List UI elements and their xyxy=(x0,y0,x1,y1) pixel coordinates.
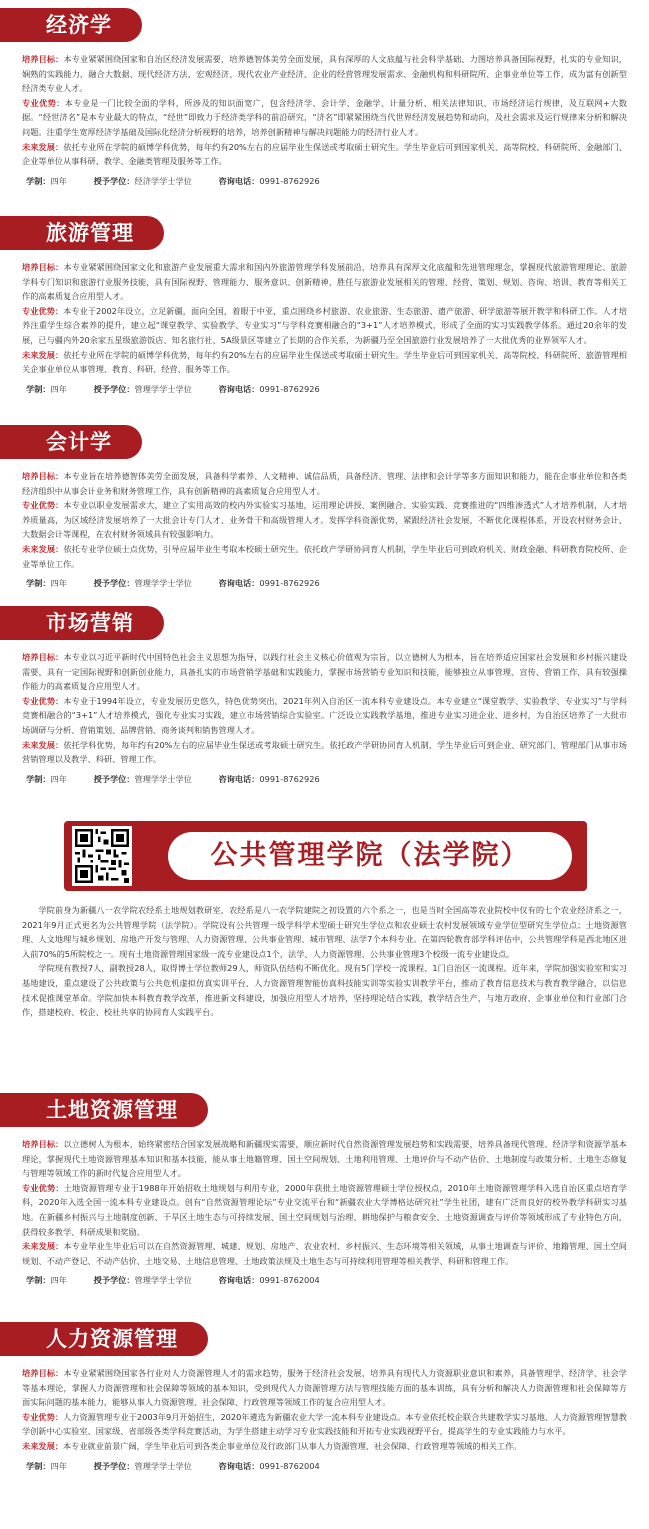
para-label: 专业优势： xyxy=(22,305,64,316)
intro-paragraph: 学院现有教授7人，副教授28人，取得博士学位教师29人，师资队伍结构不断优化。现有5门学校一流课程、1门自治区一流课程。近年来，学院加强实验室和实习基地建设，重点建设了公共政策与公共危机虚拟仿真实训平台、人力资源管理智能仿真科技能实训等实验实训教学平台，推动了教育信息技术与教育教学融合，以信息技术促推课堂革命。学院加快本科教育教学改革，推进新文科建设，加强应用型人才培养，坚持理论结合实践，教学结合生产，与地方政府、企事业单位和行业部门合作，搭建校府、校企、校社共享的协同育人实践平台。 xyxy=(22,963,627,1018)
duration-item: 学制：四年 xyxy=(26,578,67,589)
para-text: 本专业于1994年设立，专业发展历史悠久，特色优势突出，2021年列入自治区一流本科专业建设点。本专业建立“课堂教学、实验教学、专业实习”与学科竞赛相融合的“3+1”人才培养模式，强化专业实习实践，建立市场营销综合实验室。广泛设立实践教学基地，推进专业实习进企业、进乡村，为自治区培养了一大批市场调研与分析、营销策划、品牌营销、商务谈判和销售管理人才。 xyxy=(22,695,627,735)
para-label: 专业优势： xyxy=(22,695,64,706)
major-section-tourism xyxy=(0,216,649,396)
major-content xyxy=(0,469,649,571)
major-paragraph xyxy=(22,498,627,542)
major-paragraph xyxy=(22,542,627,571)
major-meta xyxy=(0,576,649,590)
para-text: 依托学科优势，每年约有20%左右的应届毕业生保送或考取硕士研究生。依托政产学研协同育人机制，学生毕业后可到企业、研究部门、管理部门从事市场营销管理以及教学、科研、管理工作。 xyxy=(22,739,627,765)
degree-item: 授予学位：管理学学士学位 xyxy=(93,383,192,394)
duration-item: 学制：四年 xyxy=(26,175,67,186)
para-label: 未来发展： xyxy=(22,543,64,554)
para-text: 本专业紧紧围绕国家和自治区经济发展需要，培养德智体美劳全面发展，具有深厚的人文底蕴与社会科学基础、力图培养具备国际视野，扎实的专业知识，娴熟的实践能力，融合大数据、现代经济方法，宏观经济、现代农业产业经济、企业的经营管理发展需求、金融机构和科研院所、企事业单位等工作，成为富有创新型经济类专业人才。 xyxy=(22,54,627,94)
para-label: 未来发展： xyxy=(22,349,64,360)
phone-item: 咨询电话：0991-8762926 xyxy=(218,773,320,784)
phone-item: 咨询电话：0991-8762926 xyxy=(218,578,320,589)
para-text: 依托专业学位硕士点优势，引导应届毕业生考取本校硕士研究生。依托政产学研协同育人机制，学生毕业后可到政府机关、财政金融、科研教育院校所、企业等单位工作。 xyxy=(22,543,627,569)
major-paragraph xyxy=(22,1439,627,1454)
major-paragraph xyxy=(22,1137,627,1181)
para-text: 本专业紧紧围绕国家文化和旅游产业发展重大需求和国内外旅游管理学科发展前沿，培养具有深厚文化底蕴和先进管理理念，掌握现代旅游管理理论、旅游学科专门知识和旅游行业服务技能，具有国际视野、管理能力、服务意识、创新精神，胜任与旅游业发展相关的管理、经营、策划、规划、咨询、培训、教育等相关工作的高素质复合应用型人才。 xyxy=(22,262,627,302)
para-text: 本专业以习近平新时代中国特色社会主义思想为指导，以践行社会主义核心价值观为宗旨，以立德树人为根本，旨在培养适应国家社会发展和乡村振兴建设需要，具有一定国际视野和创新创业能力，具备扎实的市场营销学基础和实践能力，掌握市场营销专业知识和技能，能够独立从事管理、宣传、营销工作，具有较强操作能力的高素质复合应用型人才。 xyxy=(22,652,627,692)
para-text: 本专业于2002年设立，立足新疆，面向全国，着眼于中亚，重点围绕乡村旅游、农业旅游、生态旅游、遗产旅游、研学旅游等展开教学和科研工作。人才培养注重学生综合素养的提升，建立起“课堂教学、实验教学、专业实习”与学科竞赛相融合的“3+1”人才培养模式，形成了全面的实习实践教学体系。通过20余年的发展，已与疆内外20余家五星级旅游饭店、知名旅行社、5A级景区等建立了长期的合作关系，为新疆乃至全国旅游行业发展培养了一大批优秀的业界领军人才。 xyxy=(22,305,627,345)
para-text: 土地资源管理专业于1988年开始招收土地规划与利用专业，2000年获批土地资源管理硕士学位授权点，2010年土地资源管理学科入选自治区重点培育学科，2020年入选全国一流本科专业建设点。创有“自然资源管理论坛”专业交流平台和“新疆农业大学博格达研究社”学生社团，建有广泛而良好的校外教学科研实习基地。在新疆乡村振兴与土地制度创新、干旱区土地生态与可持续发展、国土空间规划与治理、耕地保护与粮食安全、土地资源调查与评价等领域形成了专业特色方向，获得较多教学、科研成果和奖励。 xyxy=(22,1182,627,1237)
para-text: 本专业旨在培养德智体美劳全面发展，具备科学素养、人文精神、诚信品质，具备经济、管理、法律和会计学等多方面知识和能力，能在企事业单位和各类经济组织中从事会计业务和财务管理工作，具有创新精神的高素质复合应用型人才。 xyxy=(22,471,627,496)
para-text: 依托专业所在学院的硕博学科优势，每年约有20%左右的应届毕业生保送或考取硕士研究生。学生毕业后可到国家机关、高等院校、科研院所、旅游管理相关企事业单位从事管理、教育、科研、经营、服务等工作。 xyxy=(22,349,627,375)
para-label: 未来发展： xyxy=(22,141,64,152)
para-label: 培养目标： xyxy=(22,1368,64,1378)
major-paragraph xyxy=(22,650,627,694)
para-label: 未来发展： xyxy=(22,739,64,750)
major-paragraph xyxy=(22,694,627,738)
major-paragraph xyxy=(22,1366,627,1410)
para-label: 培养目标： xyxy=(22,471,64,481)
major-section-human-resource xyxy=(0,1322,649,1473)
major-content xyxy=(0,260,649,377)
major-meta xyxy=(0,174,649,188)
college-intro xyxy=(0,903,649,1020)
phone-item: 咨询电话：0991-8762004 xyxy=(218,1275,320,1286)
degree-item: 授予学位：管理学学士学位 xyxy=(93,578,192,589)
para-text: 本专业毕业生毕业后可以在自然资源管理、城建、规划、房地产、农业农村、乡村振兴、生态环境等相关领域，从事土地调查与评价、地籍管理、国土空间规划、不动产登记、不动产估价、土地交易、土地信息管理、土地政策法规及土地生态与可持续利用管理等相关教学、科研和管理工作。 xyxy=(22,1241,627,1266)
major-title-banner: 旅游管理 xyxy=(0,216,164,250)
para-text: 本专业是一门比较全面的学科，所涉及的知识面宽广，包含经济学、会计学、金融学、计量分析、相关法律知识、市场经济运行规律，及互联网+大数据。“经世济名”是本专业最大的特点，“经世”即致力于经济类学科的前沿研究，“济名”即紧紧围绕当代世界经济发展趋势和动向，及社会需求及运行规律来分析和解决问题。注重学生宽厚经济学基础及国际化经济分析视野的培养，培养创新精神与解决问题能力的经济行业人才。 xyxy=(22,97,627,137)
major-title-banner: 土地资源管理 xyxy=(0,1093,208,1127)
para-label: 专业优势： xyxy=(22,1411,64,1422)
major-section-land-resource xyxy=(0,1093,649,1287)
major-paragraph xyxy=(22,304,627,348)
para-label: 未来发展： xyxy=(22,1241,64,1252)
para-label: 培养目标： xyxy=(22,262,64,272)
major-title-banner: 人力资源管理 xyxy=(0,1322,208,1356)
intro-paragraph: 学院前身为新疆八一农学院农经系土地规划教研室，农经系是八一农学院建院之初设置的六个系之一，也是当时全国高等农业院校中仅有的七个农业经济系之一，2021年9月正式更名为公共管理学院（法学院）。学院设有公共管理一级学科学术型硕士研究生学位点和农业硕士农村发展领域专业学位型研究生学位点；土地资源管理、人文地理与城乡规划、房地产开发与管理、人力资源管理、公共事业管理、城市管理、法学7个本科专业。在第四轮教育部学科评估中，公共管理学科是西北地区进入前70%的5所院校之一。现有土地资源管理国家级一流专业建设点1个，法学、人力资源管理、公共事业管理3个校级一流专业建设点。 xyxy=(22,905,627,959)
major-meta xyxy=(0,1273,649,1287)
major-content xyxy=(0,650,649,767)
para-text: 本专业紧紧围绕国家各行业对人力资源管理人才的需求趋势，服务于经济社会发展，培养具有现代人力资源职业意识和素养，具备管理学、经济学、社会学等基本理论，掌握人力资源管理和社会保障等领域的基本知识，受到现代人力资源管理方法与管理技能方面的基本训练，具有分析和解决人力资源管理和社会保障等方面实际问题的基本能力，能够从事人力资源管理、社会保障、行政管理等领域工作的复合应用型人才。 xyxy=(22,1368,627,1408)
major-content xyxy=(0,1366,649,1454)
para-label: 专业优势： xyxy=(22,97,65,108)
duration-item: 学制：四年 xyxy=(26,773,67,784)
major-paragraph xyxy=(22,1181,627,1239)
degree-item: 授予学位：管理学学士学位 xyxy=(93,773,192,784)
qr-code-icon[interactable] xyxy=(72,826,132,886)
major-meta xyxy=(0,772,649,786)
major-paragraph xyxy=(22,96,627,140)
major-paragraph xyxy=(22,1410,627,1439)
major-title-banner: 会计学 xyxy=(0,425,142,459)
major-section-marketing xyxy=(0,606,649,786)
para-label: 培养目标： xyxy=(22,54,64,64)
para-text: 依托专业所在学院的硕博学科优势，每年约有20%左右的应届毕业生保送或考取硕士研究生。学生毕业后可到国家机关、高等院校、科研院所、金融部门、企业等单位从事科研、教学、金融类管理及服务等工作。 xyxy=(22,141,627,167)
major-content xyxy=(0,1137,649,1268)
major-paragraph xyxy=(22,738,627,767)
major-paragraph xyxy=(22,469,627,498)
major-section-accounting xyxy=(0,425,649,590)
major-paragraph xyxy=(22,52,627,96)
para-text: 以立德树人为根本，始终紧密结合国家发展战略和新疆现实需要，顺应新时代自然资源管理发展趋势和实践需要，培养具备现代管理、经济学和资源学基本理论，掌握现代土地资源管理基本知识和基本技能，能从事土地籍管理、国土空间规划、土地利用管理、土地评价与不动产估价、土地制度与政策分析、土地生态修复与管理等领域工作的新时代复合应用型人才。 xyxy=(22,1139,627,1179)
para-label: 专业优势： xyxy=(22,500,64,511)
major-title-banner: 市场营销 xyxy=(0,606,164,640)
college-title: 公共管理学院（法学院） xyxy=(168,832,572,880)
para-label: 未来发展： xyxy=(22,1440,63,1451)
degree-item: 授予学位：经济学学士学位 xyxy=(93,175,192,186)
major-paragraph xyxy=(22,140,627,169)
phone-item: 咨询电话：0991-8762004 xyxy=(218,1460,320,1471)
para-text: 本专业以职业发展需求大，建立了实用高效的校内外实验实习基地，运用理论讲授、案例融合、实验实践、竞赛推进的“四维渗透式”人才培养机制，人才培养质量高，为区域经济发展培养了一大批会计专门人才、业务骨干和高级管理人才。发挥学科资源优势，紧跟经济社会发展，不断优化课程体系，开设农村财务会计、大数据会计等课程，在农村财务领域具有较强影响力。 xyxy=(22,500,627,540)
duration-item: 学制：四年 xyxy=(26,1275,67,1286)
phone-item: 咨询电话：0991-8762926 xyxy=(218,383,320,394)
degree-item: 授予学位：管理学学士学位 xyxy=(93,1275,192,1286)
duration-item: 学制：四年 xyxy=(26,383,67,394)
major-content xyxy=(0,52,649,169)
major-meta xyxy=(0,1459,649,1473)
para-text: 人力资源管理专业于2003年9月开始招生，2020年遴选为新疆农业大学一流本科专业建设点。本专业依托校企联合共建教学实习基地、人力资源管理智慧教学创新中心实验室、国家级、省部级各类学科竞赛活动，为学生搭建主动学习专业实践技能和开拓专业实践视野平台，提高学生的专业实践能力与水平。 xyxy=(22,1411,627,1437)
phone-item: 咨询电话：0991-8762926 xyxy=(218,175,320,186)
major-paragraph xyxy=(22,348,627,377)
major-title-banner: 经济学 xyxy=(0,8,142,42)
college-banner xyxy=(64,821,587,891)
degree-item: 授予学位：管理学学士学位 xyxy=(93,1460,192,1471)
para-text: 本专业就业前景广阔，学生毕业后可到各类企事业单位及行政部门从事人力资源管理、社会保障、行政管理等领域的相关工作。 xyxy=(62,1440,522,1451)
duration-item: 学制：四年 xyxy=(26,1460,67,1471)
major-meta xyxy=(0,382,649,396)
para-label: 培养目标： xyxy=(22,652,64,662)
major-section-economics xyxy=(0,8,649,188)
para-label: 培养目标： xyxy=(22,1139,64,1149)
major-paragraph xyxy=(22,260,627,304)
major-paragraph xyxy=(22,1239,627,1268)
para-label: 专业优势： xyxy=(22,1182,64,1193)
